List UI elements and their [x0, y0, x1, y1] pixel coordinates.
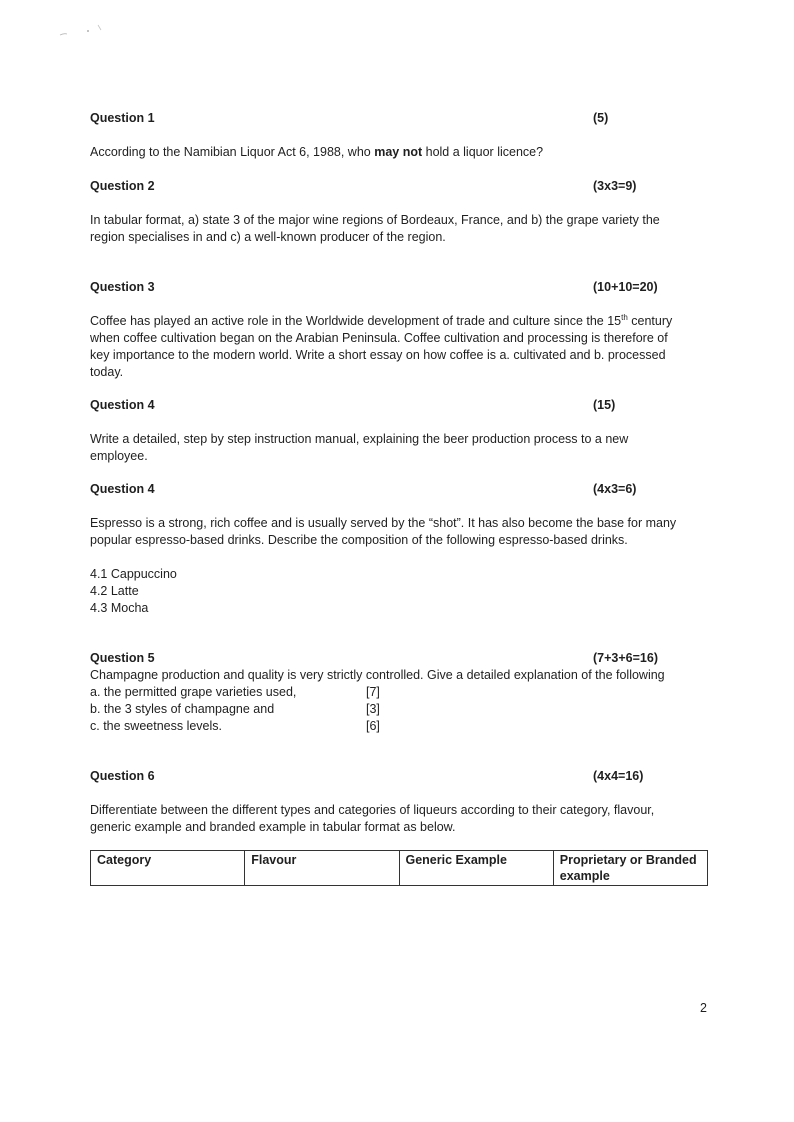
question-5-title: Question 5 [90, 651, 155, 665]
question-4a-title: Question 4 [90, 398, 155, 412]
question-3-title: Question 3 [90, 280, 155, 294]
question-3-line-1-start: Coffee has played an active role in the Worldwide development of trade and culture since the 15 [90, 314, 622, 328]
question-4b-text-line-1: Espresso is a strong, rich coffee and is usually served by the “shot”. It has also become the base for many [90, 516, 677, 530]
question-2-text-line-2: region specialises in and c) a well-known producer of the region. [90, 230, 446, 244]
question-4a-text-line-2: employee. [90, 449, 148, 463]
question-2-text-line-1: In tabular format, a) state 3 of the major wine regions of Bordeaux, France, and b) the grape variety the [90, 213, 660, 227]
question-3-marks: (10+10=20) [593, 280, 658, 294]
question-6-marks: (4x4=16) [593, 769, 644, 783]
question-5-marks: (7+3+6=16) [593, 651, 658, 665]
question-4b-item-2: 4.2 Latte [90, 584, 139, 598]
question-2-title: Question 2 [90, 179, 155, 193]
question-1-title: Question 1 [90, 111, 155, 125]
question-6-text-line-2: generic example and branded example in tabular format as below. [90, 820, 456, 834]
question-3-text-line-1 [90, 313, 672, 330]
question-3-text-line-4: today. [90, 365, 124, 379]
question-4b-marks: (4x3=6) [593, 482, 637, 496]
question-4b-text-line-2: popular espresso-based drinks. Describe the composition of the following espresso-based drinks. [90, 533, 628, 547]
liqueur-table [90, 850, 708, 886]
question-1-text [90, 144, 543, 161]
question-3-text-line-3: key importance to the modern world. Write a short essay on how coffee is a. cultivated and b. processed [90, 348, 666, 362]
question-6-text-line-1: Differentiate between the different types and categories of liqueurs according to their category, flavour, [90, 803, 655, 817]
page-number: 2 [700, 1001, 707, 1015]
question-4a-marks: (15) [593, 398, 616, 412]
question-5-item-b: b. the 3 styles of champagne and [90, 702, 275, 716]
question-5-item-c: c. the sweetness levels. [90, 719, 223, 733]
table-header-branded-example: Proprietary or Branded example [553, 851, 707, 886]
question-4b-item-3: 4.3 Mocha [90, 601, 149, 615]
question-6-title: Question 6 [90, 769, 155, 783]
scan-artifact-mark [58, 22, 108, 38]
question-2-marks: (3x3=9) [593, 179, 637, 193]
question-5-item-c-mark: [6] [366, 719, 380, 733]
question-1-text-emphasis: may not [374, 145, 423, 159]
question-5-item-a-mark: [7] [366, 685, 380, 699]
question-5-item-b-mark: [3] [366, 702, 380, 716]
question-4b-item-1: 4.1 Cappuccino [90, 567, 177, 581]
table-header-flavour: Flavour [245, 851, 399, 886]
question-3-text-line-2: when coffee cultivation began on the Arabian Peninsula. Coffee cultivation and processing is therefore of [90, 331, 668, 345]
question-3-superscript: th [621, 312, 628, 322]
question-3-line-1-end: century [627, 314, 673, 328]
question-5-intro: Champagne production and quality is very strictly controlled. Give a detailed explanation of the following [90, 668, 665, 682]
question-4b-title: Question 4 [90, 482, 155, 496]
question-1-text-end: hold a liquor licence? [422, 145, 544, 159]
liqueur-table-header-row [91, 851, 708, 886]
table-header-generic-example: Generic Example [399, 851, 553, 886]
question-1-marks: (5) [593, 111, 609, 125]
table-header-category: Category [91, 851, 245, 886]
question-4a-text-line-1: Write a detailed, step by step instruction manual, explaining the beer production process to a new [90, 432, 629, 446]
question-1-text-start: According to the Namibian Liquor Act 6, 1988, who [90, 145, 375, 159]
question-5-item-a: a. the permitted grape varieties used, [90, 685, 297, 699]
